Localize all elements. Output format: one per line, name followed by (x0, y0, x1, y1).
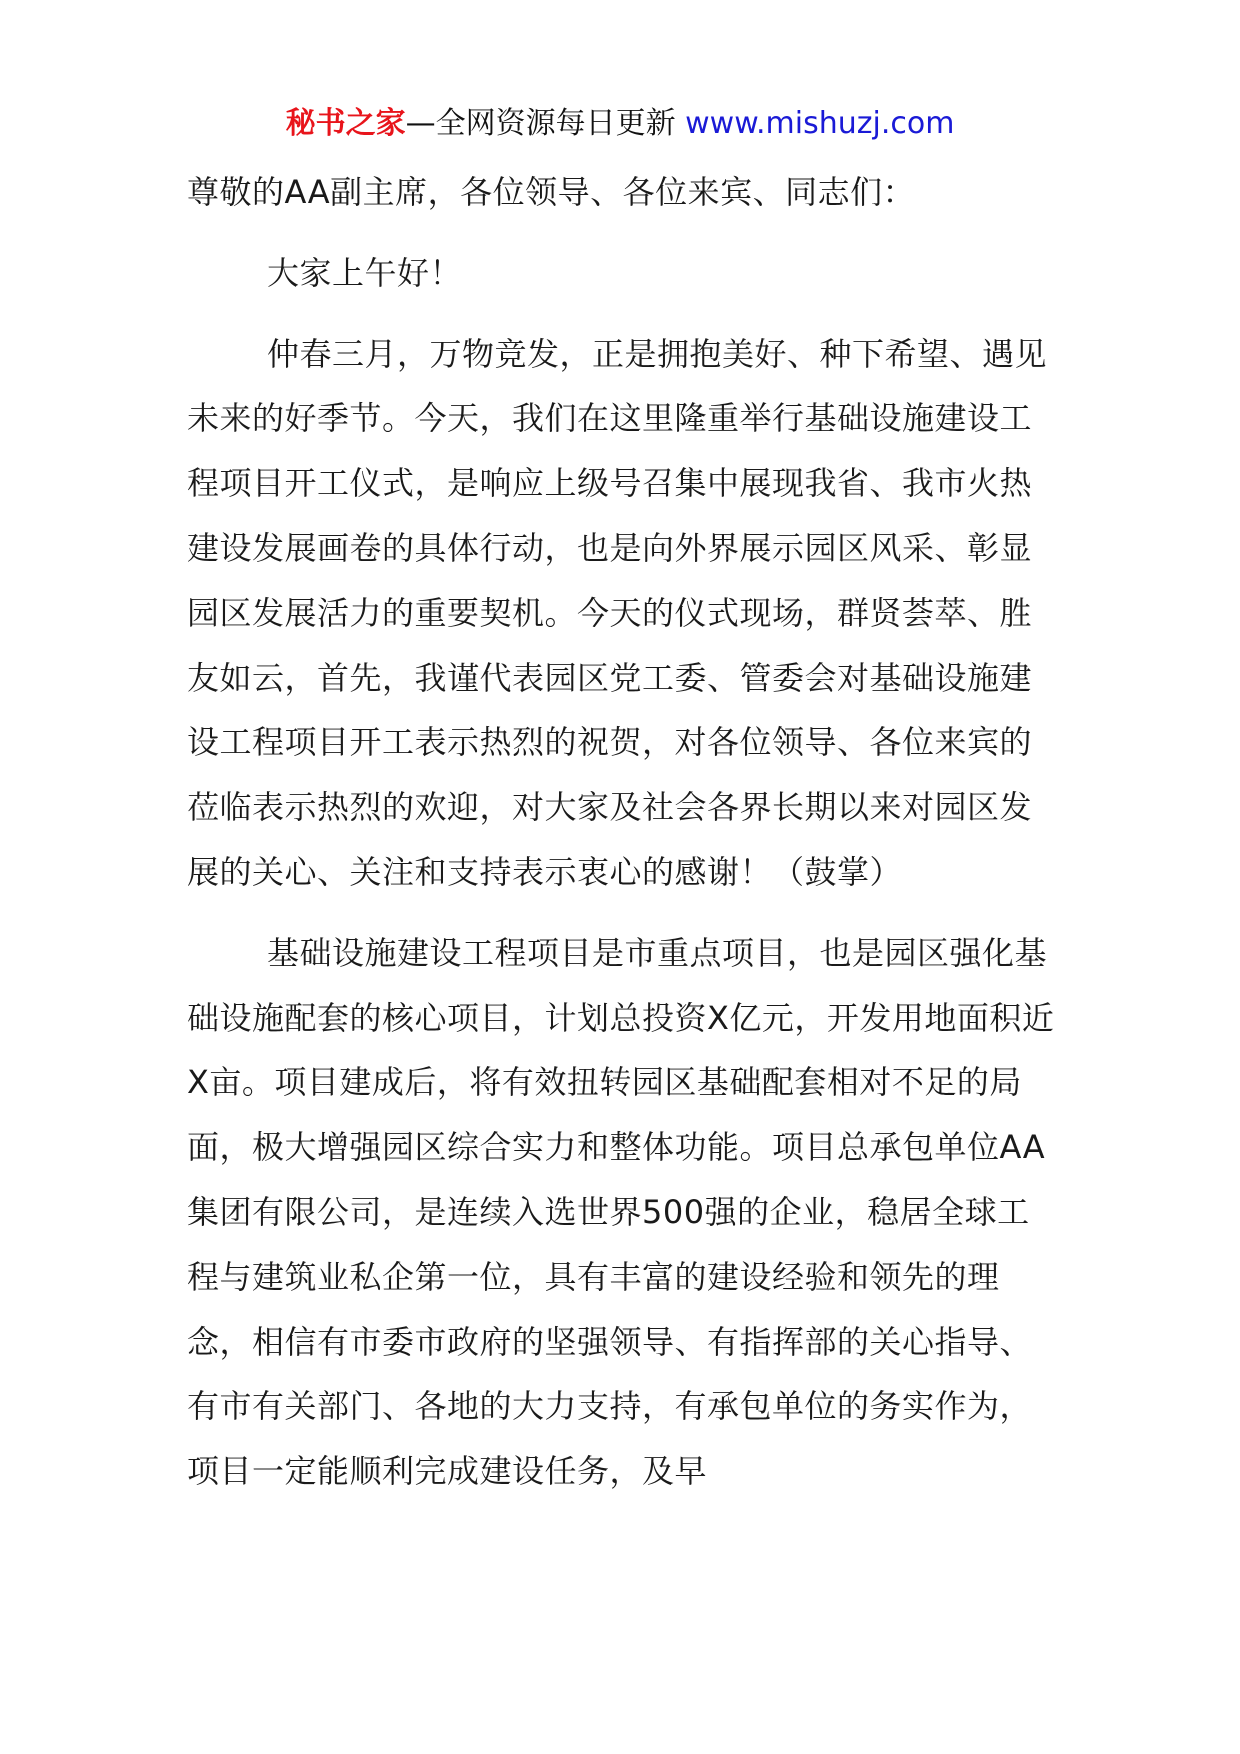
salutation: 尊敬的AA副主席，各位领导、各位来宾、同志们： (187, 173, 916, 211)
site-url-link[interactable]: www.mishuzj.com (685, 106, 955, 141)
site-brand: 秘书之家 (285, 106, 406, 141)
site-tagline: —全网资源每日更新 (405, 106, 686, 141)
paragraph-opening: 仲春三月，万物竞发，正是拥抱美好、种下希望、遇见未来的好季节。今天，我们在这里隆重举行基础设施建设工程项目开工仪式，是响应上级号召集中展现我省、我市火热建设发展画卷的具体行动，也是向外界展示园区风采、彰显园区发展活力的重要契机。今天的仪式现场，群贤荟萃、胜友如云，首先，我谨代表园区党工委、管委会对基础设施建设工程项目开工表示热烈的祝贺，对各位领导、各位来宾的莅临表示热烈的欢迎，对大家及社会各界长期以来对园区发展的关心、关注和支持表示衷心的感谢！（鼓掌） (187, 334, 1048, 891)
site-header (0, 98, 1240, 150)
paragraph-project: 基础设施建设工程项目是市重点项目，也是园区强化基础设施配套的核心项目，计划总投资X亿元，开发用地面积近X亩。项目建成后，将有效扭转园区基础配套相对不足的局面，极大增强园区综合实力和整体功能。项目总承包单位AA集团有限公司，是连续入选世界500强的企业，稳居全球工程与建筑业私企第一位，具有丰富的建设经验和领先的理念，相信有市委市政府的坚强领导、有指挥部的关心指导、有市有关部门、各地的大力支持，有承包单位的务实作为，项目一定能顺利完成建设任务，及早 (187, 933, 1055, 1491)
greeting: 大家上午好！ (267, 253, 463, 292)
speech-body (187, 160, 1057, 1504)
